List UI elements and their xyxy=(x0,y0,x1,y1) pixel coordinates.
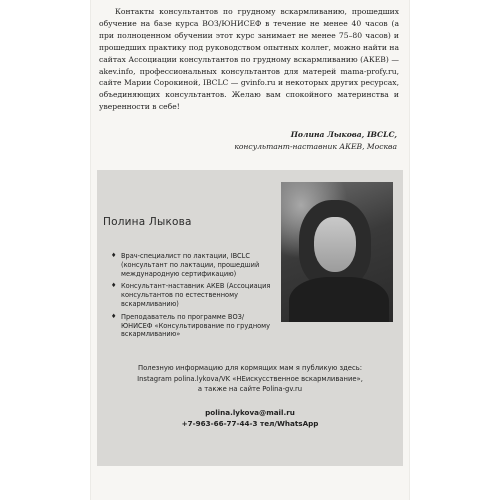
credentials-list xyxy=(111,252,271,343)
list-item: ♦ Врач-специалист по лактации, IBCLC (консультант по лактации, прошедший международную сертификацию) xyxy=(111,252,271,278)
phone: +7-963-66-77-44-3 тел/WhatsApp xyxy=(181,418,319,428)
signature-name: Полина Лыкова, IBCLC, xyxy=(290,130,397,139)
book-page xyxy=(91,0,409,500)
info-text xyxy=(97,363,403,395)
author-name: Полина Лыкова xyxy=(103,216,192,228)
author-box xyxy=(97,170,403,466)
contacts xyxy=(97,408,403,429)
body-paragraph xyxy=(99,6,399,113)
list-item: ♦ Консультант-наставник АКЕВ (Ассоциация консультантов по естественному вскармливанию) xyxy=(111,282,271,308)
email: polina.lykova@mail.ru xyxy=(205,408,295,417)
info-line: Полезную информацию для кормящих мам я публикую здесь: xyxy=(138,364,362,372)
info-line: Instagram polina.lykova/VK «НЕискусственное вскармливание», xyxy=(137,374,363,383)
photo-face xyxy=(314,217,356,272)
author-photo xyxy=(281,182,393,322)
list-item: ♦ Преподаватель по программе ВОЗ/ЮНИСЕФ «Консультирование по грудному вскармливанию» xyxy=(111,313,271,339)
info-line: а также на сайте Polina-gv.ru xyxy=(197,385,303,394)
photo-body xyxy=(289,277,389,322)
signature xyxy=(117,129,397,153)
paragraph-text: Контакты консультантов по грудному вскармливанию, прошедших обучение на базе курса ВОЗ/ЮНИСЕФ в течение не менее 40 часов (а при полноценном обучении этот курс занимает не менее 75–80 часов) и прошедших практику под руководством опытных коллег, можно найти на сайтах Ассоциации консультантов по грудному вскармливанию (АКЕВ) — akev.info, профессиональных консультантов для матерей mama-profy.ru, сайте Марии Сорокиной, IBCLC — gvinfo.ru и некоторых других ресурсах, объединяющих консультантов. Желаю вам спокойного материнства и уверенности в себе! xyxy=(99,7,399,112)
signature-role: консультант-наставник АКЕВ, Москва xyxy=(234,141,397,151)
